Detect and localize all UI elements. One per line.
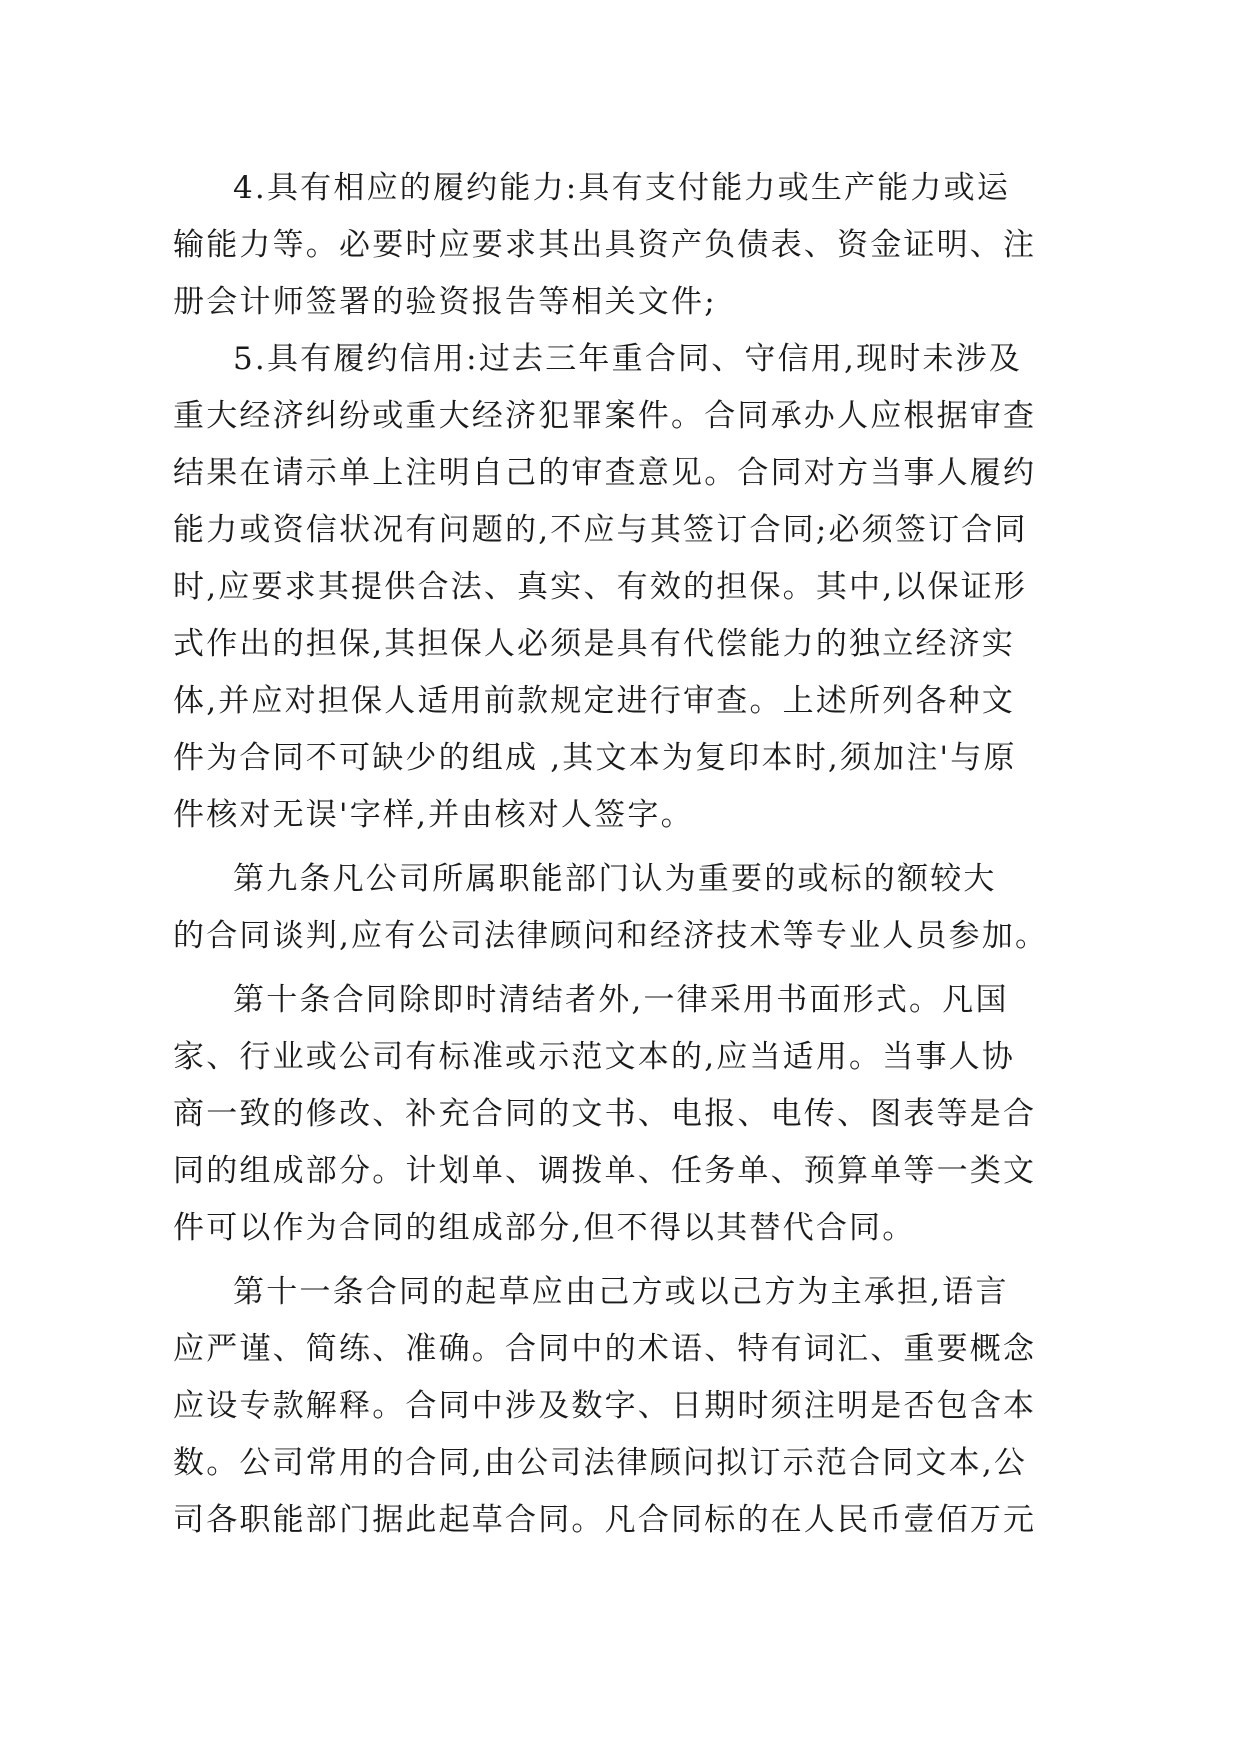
text-line: 5.具有履约信用:过去三年重合同、守信用,现时未涉及 (233, 341, 1023, 377)
text-line: 能力或资信状况有问题的,不应与其签订合同;必须签订合同 (173, 512, 1028, 548)
text-line: 输能力等。必要时应要求其出具资产负债表、资金证明、注 (173, 227, 1037, 263)
text-line: 第十条合同除即时清结者外,一律采用书面形式。凡国 (233, 982, 1009, 1018)
text-line: 的合同谈判,应有公司法律顾问和经济技术等专业人员参加。 (173, 918, 1049, 954)
text-line: 件核对无误'字样,并由核对人签字。 (173, 797, 694, 833)
text-line: 第九条凡公司所属职能部门认为重要的或标的额较大 (233, 861, 997, 897)
text-line: 同的组成部分。计划单、调拨单、任务单、预算单等一类文 (173, 1153, 1037, 1189)
text-line: 商一致的修改、补充合同的文书、电报、电传、图表等是合 (173, 1096, 1037, 1132)
text-line: 4.具有相应的履约能力:具有支付能力或生产能力或运 (233, 170, 1011, 206)
text-line: 第十一条合同的起草应由己方或以己方为主承担,语言 (233, 1274, 1009, 1310)
text-line: 式作出的担保,其担保人必须是具有代偿能力的独立经济实 (173, 626, 1016, 662)
text-line: 司各职能部门据此起草合同。凡合同标的在人民币壹佰万元 (173, 1502, 1037, 1538)
text-line: 时,应要求其提供合法、真实、有效的担保。其中,以保证形 (173, 569, 1028, 605)
text-line: 结果在请示单上注明自己的审查意见。合同对方当事人履约 (173, 455, 1037, 491)
text-line: 册会计师签署的验资报告等相关文件; (173, 284, 717, 320)
text-line: 体,并应对担保人适用前款规定进行审查。上述所列各种文 (173, 683, 1016, 719)
text-line: 件为合同不可缺少的组成 ,其文本为复印本时,须加注'与原 (173, 740, 1017, 776)
text-line: 应设专款解释。合同中涉及数字、日期时须注明是否包含本 (173, 1388, 1037, 1424)
text-line: 件可以作为合同的组成部分,但不得以其替代合同。 (173, 1210, 916, 1246)
text-line: 重大经济纠纷或重大经济犯罪案件。合同承办人应根据审查 (173, 398, 1037, 434)
text-line: 家、行业或公司有标准或示范文本的,应当适用。当事人协 (173, 1039, 1016, 1075)
text-line: 应严谨、简练、准确。合同中的术语、特有词汇、重要概念 (173, 1331, 1037, 1367)
text-line: 数。公司常用的合同,由公司法律顾问拟订示范合同文本,公 (173, 1445, 1028, 1481)
